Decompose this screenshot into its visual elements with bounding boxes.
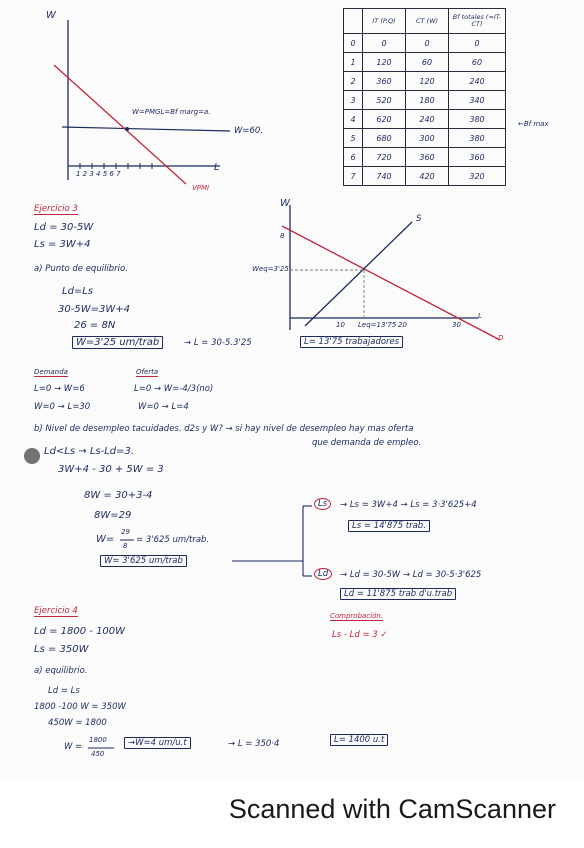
graph2-x30: 30: [452, 321, 461, 329]
table-row: 2 360 120 240: [344, 72, 506, 91]
ej3-box-w: W=3'25 um/trab: [72, 336, 163, 349]
oferta-title: Oferta: [136, 368, 159, 376]
table-header: Bf totales (=IT-CT): [449, 9, 506, 34]
graph2-w-label: W: [280, 198, 290, 209]
table-header-row: [344, 9, 506, 34]
graph2-s-label: S: [416, 214, 422, 224]
graph2-l-label: L: [478, 312, 482, 320]
ej3-solve-3: 8W=29: [94, 510, 132, 521]
demanda-line-2: W=0 → L=30: [34, 402, 91, 412]
ej4-step2: 1800 -100 W = 350W: [34, 702, 126, 712]
table-header: IT (P.Q): [363, 9, 406, 34]
ej3-arrow-l: → L = 30-5.3'25: [184, 338, 252, 348]
ej4-ld: Ld = 1800 - 100W: [34, 626, 126, 637]
oferta-line-1: L=0 → W=-4/3(no): [134, 384, 214, 394]
graph1-w60-label: W=60.: [234, 126, 264, 136]
oferta-line-2: W=0 → L=4: [138, 402, 189, 412]
ej4-ls: Ls = 350W: [34, 644, 89, 655]
table-row: 4 620 240 380: [344, 110, 506, 129]
ej3-solve-1: 3W+4 - 30 + 5W = 3: [58, 464, 164, 475]
graph1-l-label: L: [214, 162, 220, 173]
ej4-title: Ejercicio 4: [34, 606, 78, 616]
graph1-demand-note: W=PMGL=Bf marg=a.: [132, 108, 211, 116]
table-max-note: ←Bf max: [518, 120, 549, 128]
table-header: CT (W): [406, 9, 449, 34]
ej3-solve-4-num: 29: [121, 528, 130, 536]
table-row: 0 0 0 0: [344, 34, 506, 53]
graph2-y8: 8: [280, 232, 285, 240]
graph2-weq: Weq=3'25: [252, 265, 289, 273]
camscanner-footer: [0, 780, 584, 848]
ej4-a-title: a) equilibrio.: [34, 666, 88, 676]
ej3-inequality: Ld<Ls → Ls-Ld=3.: [44, 446, 135, 457]
ej4-box-w: →W=4 um/u.t: [124, 737, 191, 749]
ej4-arrow-l: → L = 350·4: [228, 739, 280, 749]
demanda-line-1: L=0 → W=6: [34, 384, 85, 394]
ld-box: Ld = 11'875 trab d'u.trab: [340, 588, 456, 600]
table-header: [344, 9, 363, 34]
ej4-step4-den: 450: [91, 750, 105, 758]
graph2-x20: 20: [398, 321, 407, 329]
table-row: 6 720 360 360: [344, 148, 506, 167]
camscanner-watermark: Scanned with CamScanner: [228, 794, 556, 824]
ld-equation: → Ld = 30-5W → Ld = 30-5·3'625: [340, 570, 482, 580]
ld-circle: Ld: [314, 568, 332, 580]
table-row: 5 680 300 380: [344, 129, 506, 148]
graph1-intersection-point: [125, 127, 129, 131]
ej3-step3: 26 = 8N: [74, 320, 116, 331]
ej3-solve-2: 8W = 30+3-4: [84, 490, 153, 501]
graph2-d-label: D: [498, 334, 504, 342]
graph2-supply-line: [305, 222, 412, 326]
ej3-box-w2: W= 3'625 um/trab: [100, 555, 187, 567]
graph1-w-label: W: [46, 10, 56, 21]
ls-equation: → Ls = 3W+4 → Ls = 3·3'625+4: [340, 500, 477, 510]
graph1-ticks: 1 2 3 4 5 6 7: [76, 170, 121, 178]
ej4-box-l: L= 1400 u.t: [330, 734, 388, 746]
graph2-leq: Leq=13'75: [358, 321, 397, 329]
ej4-step4-num: 1800: [89, 736, 107, 744]
table-row: 3 520 180 340: [344, 91, 506, 110]
demanda-title: Demanda: [34, 368, 68, 376]
ej3-step1: Ld=Ls: [62, 286, 94, 297]
graph2-x10: 10: [336, 321, 345, 329]
ej3-step2: 30-5W=3W+4: [58, 304, 130, 315]
ej4-step4-lhs: W =: [64, 742, 83, 752]
scribble-mark: [24, 448, 40, 464]
ej3-title: Ejercicio 3: [34, 204, 78, 214]
table-row: 7 740 420 320: [344, 167, 506, 186]
ej4-comprob: Ls - Ld = 3 ✓: [332, 630, 388, 640]
ej3-b-line1: b) Nivel de desempleo tacuidades. d2s y W? → si hay nivel de desempleo hay mas oferta: [34, 424, 414, 434]
ej4-comprob-title: Comprobación.: [330, 612, 384, 620]
ej3-box-l: L= 13'75 trabajadores: [300, 336, 403, 348]
table-row: 1 120 60 60: [344, 53, 506, 72]
ej3-ld: Ld = 30-5W: [34, 222, 94, 233]
graph1-vpml-label: VPMI: [192, 184, 210, 192]
profit-table: [343, 8, 506, 186]
ls-circle: Ls: [314, 498, 331, 510]
ls-box: Ls = 14'875 trab.: [348, 520, 430, 532]
ej3-a-title: a) Punto de equilibrio.: [34, 264, 128, 274]
ej3-b-line2: que demanda de empleo.: [312, 438, 422, 448]
ej3-solve-4-rhs: = 3'625 um/trab.: [136, 535, 210, 545]
ej4-step1: Ld = Ls: [48, 686, 80, 696]
ej3-solve-4-den: 8: [123, 542, 128, 550]
ej4-step3: 450W = 1800: [48, 718, 107, 728]
ej3-ls: Ls = 3W+4: [34, 239, 91, 250]
ej3-solve-4-lhs: W=: [96, 534, 115, 545]
graph1-wage-line: [62, 127, 230, 131]
